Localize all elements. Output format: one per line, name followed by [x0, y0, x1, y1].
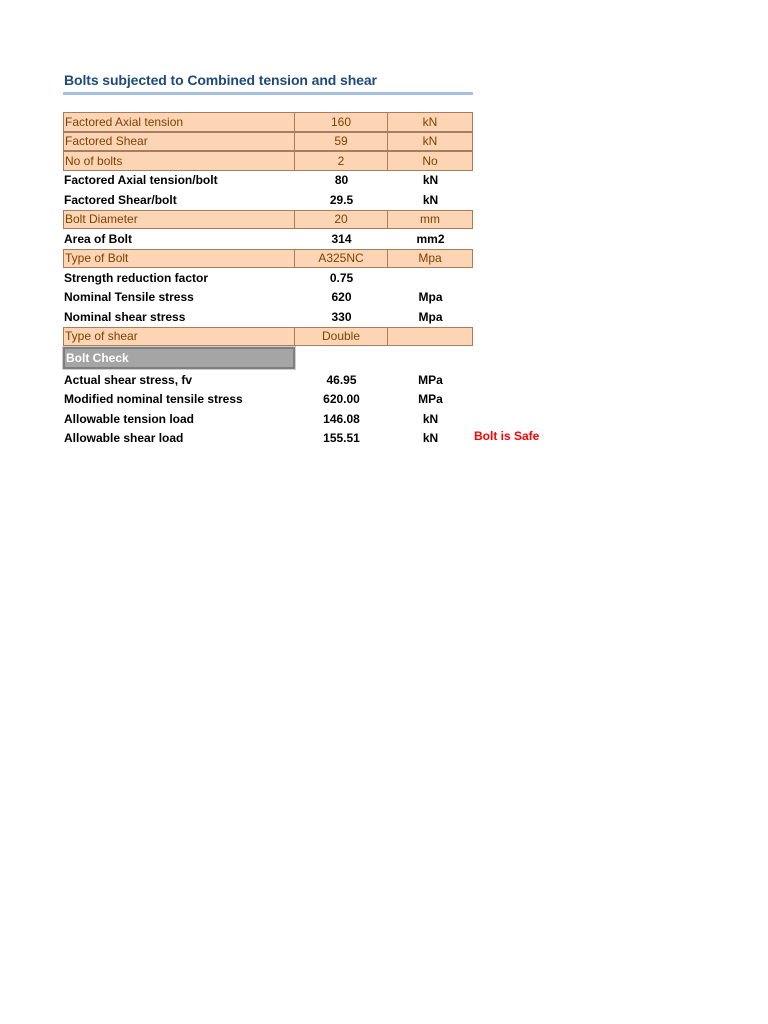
row-value: 0.75 [329, 270, 354, 285]
bolt-check-cell[interactable]: Bolt Check [63, 347, 295, 369]
row-value: 620 [331, 290, 352, 305]
row-modified-nominal-tensile-stress [63, 390, 473, 410]
row-label: Factored Shear/bolt [64, 192, 177, 207]
row-value: 314 [331, 231, 352, 246]
row-unit: Mpa [418, 290, 443, 305]
row-type-of-bolt[interactable] [63, 249, 473, 269]
row-label: No of bolts [63, 151, 295, 171]
row-label: Area of Bolt [64, 231, 133, 246]
row-unit[interactable]: kN [388, 132, 473, 152]
input-cell-bolt-diameter[interactable]: 20 [295, 210, 388, 230]
row-value: 29.5 [329, 192, 354, 207]
row-unit: kN [422, 192, 439, 207]
row-value: 330 [331, 309, 352, 324]
row-unit[interactable]: kN [388, 112, 473, 132]
row-label: Modified nominal tensile stress [64, 392, 243, 407]
row-label: Factored Axial tension/bolt [64, 173, 218, 188]
row-factored-axial-tension[interactable] [63, 112, 473, 132]
input-cell-type-of-bolt[interactable]: A325NC [295, 249, 388, 269]
row-factored-shear-per-bolt [63, 190, 473, 210]
row-label: Allowable tension load [64, 411, 195, 426]
row-strength-reduction-factor [63, 268, 473, 288]
row-factored-axial-tension-per-bolt [63, 171, 473, 191]
row-type-of-shear[interactable] [63, 327, 473, 347]
row-label: Factored Shear [63, 132, 295, 152]
row-unit: kN [422, 431, 439, 446]
sheet-title: Bolts subjected to Combined tension and shear [64, 72, 377, 88]
input-cell-type-of-shear[interactable]: Double [295, 327, 388, 347]
row-value: 80 [334, 173, 349, 188]
row-value: 155.51 [323, 431, 360, 446]
row-value: 620.00 [323, 392, 360, 407]
bolt-check-header [63, 346, 473, 370]
title-underline [63, 92, 473, 95]
row-unit: Mpa [418, 309, 443, 324]
row-label: Allowable shear load [64, 431, 184, 446]
row-factored-shear[interactable] [63, 132, 473, 152]
row-label: Bolt Diameter [63, 210, 295, 230]
row-label: Type of shear [63, 327, 295, 347]
row-unit[interactable]: No [388, 151, 473, 171]
row-unit: mm2 [416, 231, 445, 246]
row-bolt-diameter[interactable] [63, 210, 473, 230]
row-label: Nominal shear stress [64, 309, 186, 324]
row-label: Type of Bolt [63, 249, 295, 269]
bolt-status-text: Bolt is Safe [474, 429, 540, 443]
row-unit [388, 268, 473, 288]
row-unit[interactable]: mm [388, 210, 473, 230]
row-unit: kN [422, 173, 439, 188]
input-cell-no-of-bolts[interactable]: 2 [295, 151, 388, 171]
calculation-table [63, 112, 473, 448]
row-label: Actual shear stress, fv [64, 372, 193, 387]
row-value: 146.08 [323, 411, 360, 426]
row-unit: MPa [418, 392, 443, 407]
row-allowable-shear-load [63, 429, 473, 449]
row-allowable-tension-load [63, 409, 473, 429]
row-value: 46.95 [326, 372, 357, 387]
row-unit[interactable]: Mpa [388, 249, 473, 269]
row-label: Strength reduction factor [64, 270, 209, 285]
input-cell-factored-axial-tension[interactable]: 160 [295, 112, 388, 132]
row-label: Nominal Tensile stress [64, 290, 194, 305]
row-nominal-tensile-stress [63, 288, 473, 308]
row-area-of-bolt [63, 229, 473, 249]
row-nominal-shear-stress [63, 307, 473, 327]
row-unit: kN [422, 411, 439, 426]
input-cell-factored-shear[interactable]: 59 [295, 132, 388, 152]
row-no-of-bolts[interactable] [63, 151, 473, 171]
row-actual-shear-stress [63, 370, 473, 390]
row-unit[interactable] [388, 327, 473, 347]
row-label: Factored Axial tension [63, 112, 295, 132]
row-unit: MPa [418, 372, 443, 387]
